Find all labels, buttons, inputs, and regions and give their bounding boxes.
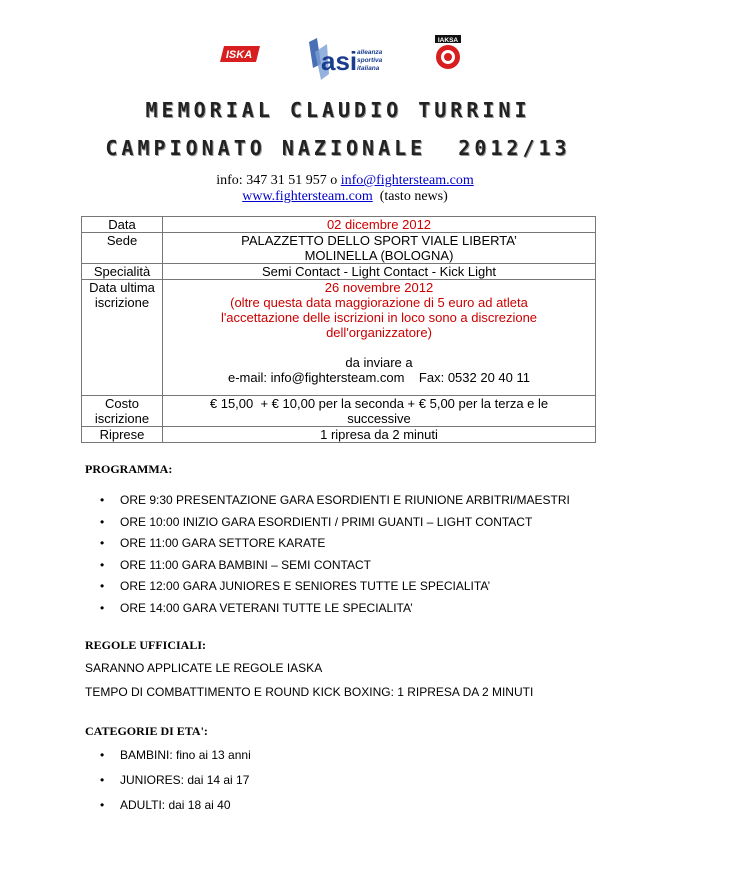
programma-heading: PROGRAMMA: [85,462,173,476]
iaksa-logo-text: IAKSA [437,37,459,44]
costo-label-2: iscrizione [94,411,150,426]
categorie-item: • ADULTI: dai 18 ai 40 [100,797,251,822]
website-note: (tasto news) [379,189,448,204]
asi-logo [307,34,395,84]
website-link[interactable]: www.fightersteam.com [242,189,373,204]
riprese-label: Riprese [82,427,163,443]
iscrizione-date: 26 novembre 2012 [324,280,434,295]
costo-label-1: Costo [105,396,139,411]
specialita-value: Semi Contact - Light Contact - Kick Light [163,264,596,280]
costo-value-1: € 15,00 + € 10,00 per la seconda + € 5,00 per la terza e le [209,396,549,411]
categorie-item: • JUNIORES: dai 14 ai 17 [100,772,251,797]
row-iscrizione [82,280,596,396]
asi-logo-word-1: alleanza [357,49,383,56]
costo-label [82,396,163,427]
iska-logo-text: ISKA [225,49,253,61]
info-email-link[interactable]: info@fightersteam.com [340,173,474,188]
programma-list [100,492,570,622]
specialita-label: Specialità [82,264,163,280]
asi-logo-word-2: sportiva [357,57,383,64]
iscrizione-send-1: da inviare a [345,355,413,370]
sede-value [163,233,596,264]
data-label: Data [82,217,163,233]
riprese-value: 1 ripresa da 2 minuti [163,427,596,443]
title-memorial: MEMORIAL CLAUDIO TURRINI [145,98,531,122]
row-data [82,217,596,233]
asi-logo-word-3: italiana [357,65,380,72]
info-contact [0,173,690,189]
iscrizione-label-2: iscrizione [94,295,150,310]
event-details-table [81,216,596,443]
regole-heading: REGOLE UFFICIALI: [85,638,207,652]
row-costo [82,396,596,427]
iscrizione-value [163,280,596,396]
iscrizione-note-1: (oltre questa data maggiorazione di 5 euro ad atleta [230,295,528,310]
sede-label: Sede [82,233,163,264]
row-specialita [82,264,596,280]
regole-line-1: SARANNO APPLICATE LE REGOLE IASKA [85,661,323,675]
iscrizione-label-1: Data ultima [89,280,155,295]
programma-item: • ORE 14:00 GARA VETERANI TUTTE LE SPECIALITA’ [100,600,570,622]
costo-value-2: successive [347,411,411,426]
regole-line-2: TEMPO DI COMBATTIMENTO E ROUND KICK BOXING: 1 RIPRESA DA 2 MINUTI [85,685,534,699]
iaksa-logo [433,33,463,73]
info-website [0,189,690,205]
iscrizione-send-2: e-mail: info@fightersteam.com Fax: 0532 20 40 11 [228,370,530,385]
iscrizione-note-3: dell'organizzatore) [326,325,432,340]
programma-item: • ORE 11:00 GARA SETTORE KARATE [100,535,570,557]
costo-value [163,396,596,427]
programma-item: • ORE 11:00 GARA BAMBINI – SEMI CONTACT [100,557,570,579]
iscrizione-note-2: l'accettazione delle iscrizioni in loco sono a discrezione [220,310,538,325]
programma-item: • ORE 12:00 GARA JUNIORES E SENIORES TUTTE LE SPECIALITA’ [100,578,570,600]
row-riprese [82,427,596,443]
categorie-item: • BAMBINI: fino ai 13 anni [100,747,251,772]
programma-item: • ORE 10:00 INIZIO GARA ESORDIENTI / PRIMI GUANTI – LIGHT CONTACT [100,514,570,536]
categorie-heading: CATEGORIE DI ETA': [85,724,208,738]
programma-item: • ORE 9:30 PRESENTAZIONE GARA ESORDIENTI E RIUNIONE ARBITRI/MAESTRI [100,492,570,514]
data-value: 02 dicembre 2012 [163,217,596,233]
iska-logo [220,44,260,64]
info-phone: info: 347 31 51 957 o [216,173,341,188]
sede-line-2: MOLINELLA (BOLOGNA) [304,248,454,263]
row-sede [82,233,596,264]
categorie-list [100,747,251,822]
sede-line-1: PALAZZETTO DELLO SPORT VIALE LIBERTA’ [241,233,517,248]
title-campionato: CAMPIONATO NAZIONALE 2012/13 [105,136,571,160]
logo-bar [0,30,752,90]
iscrizione-label [82,280,163,396]
asi-logo-text: asi [321,46,358,76]
